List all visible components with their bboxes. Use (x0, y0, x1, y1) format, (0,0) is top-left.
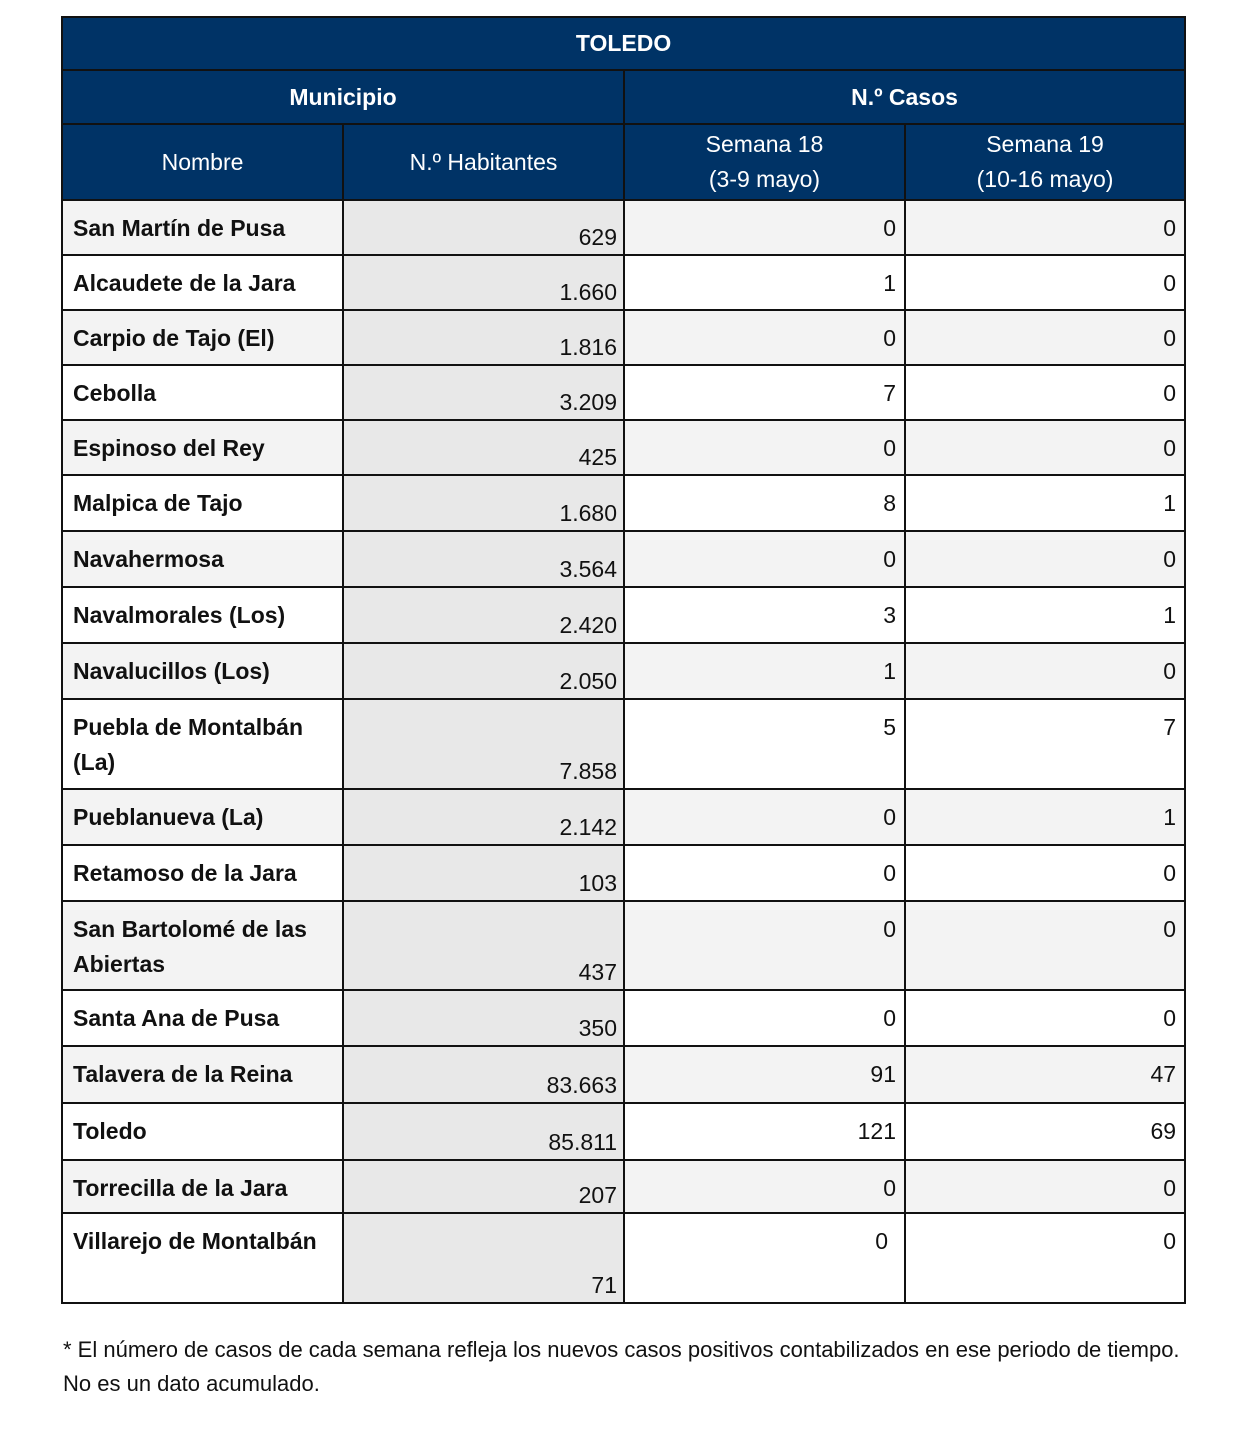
semana-19-cases: 0 (905, 255, 1185, 310)
habitantes-cell: 425 (343, 420, 624, 475)
municipio-name: Talavera de la Reina (62, 1046, 343, 1103)
habitantes-cell: 71 (343, 1213, 624, 1303)
table-row (62, 1046, 1185, 1103)
habitantes-cell: 350 (343, 990, 624, 1046)
municipio-name: Espinoso del Rey (62, 420, 343, 475)
municipio-name: Cebolla (62, 365, 343, 420)
table-row (62, 699, 1185, 789)
table-row (62, 255, 1185, 310)
semana-19-cases: 0 (905, 1213, 1185, 1303)
semana-18-cases: 3 (624, 587, 905, 643)
semana-18-cases: 0 (624, 845, 905, 901)
footnote: * El número de casos de cada semana refleja los nuevos casos positivos contabilizados en ese periodo de tiempo. No es un dato acumulado. (63, 1337, 1180, 1396)
semana-18-cases: 0 (624, 200, 905, 255)
semana-19-cases: 1 (905, 789, 1185, 845)
group-header-municipio: Municipio (62, 70, 624, 124)
semana-19-cases: 47 (905, 1046, 1185, 1103)
habitantes-cell: 85.811 (343, 1103, 624, 1160)
semana-19-cases: 0 (905, 1160, 1185, 1213)
semana-18-cases: 0 (624, 531, 905, 587)
semana-19-cases: 0 (905, 420, 1185, 475)
column-header-habitantes: N.º Habitantes (343, 124, 624, 200)
semana-18-cases: 1 (624, 255, 905, 310)
table-row (62, 990, 1185, 1046)
habitantes-cell: 2.050 (343, 643, 624, 699)
semana-18-cases-value: 0 (867, 1228, 896, 1254)
habitantes-cell: 103 (343, 845, 624, 901)
table-row (62, 420, 1185, 475)
table-row (62, 475, 1185, 531)
municipio-name: Pueblanueva (La) (62, 789, 343, 845)
semana-19-cases: 0 (905, 310, 1185, 365)
table-body (62, 200, 1185, 1303)
semana-19-cases: 0 (905, 901, 1185, 990)
municipio-name: Santa Ana de Pusa (62, 990, 343, 1046)
table-row (62, 1160, 1185, 1213)
semana-19-cases: 0 (905, 643, 1185, 699)
semana-18-cases: 0 (624, 990, 905, 1046)
semana-18-cases: 0 (624, 420, 905, 475)
habitantes-cell: 437 (343, 901, 624, 990)
municipio-name: Carpio de Tajo (El) (62, 310, 343, 365)
semana-18-cases: 7 (624, 365, 905, 420)
semana-19-cases: 1 (905, 587, 1185, 643)
table-row (62, 1103, 1185, 1160)
column-header-semana-18 (624, 124, 905, 200)
habitantes-cell: 1.660 (343, 255, 624, 310)
habitantes-cell: 3.564 (343, 531, 624, 587)
habitantes-cell: 207 (343, 1160, 624, 1213)
municipio-name: Navalmorales (Los) (62, 587, 343, 643)
semana-18-cases: 0 (624, 901, 905, 990)
semana-19-cases: 7 (905, 699, 1185, 789)
habitantes-cell: 1.680 (343, 475, 624, 531)
semana-18-cases: 0 (624, 310, 905, 365)
semana-19-cases: 1 (905, 475, 1185, 531)
table-row (62, 365, 1185, 420)
municipio-name: San Martín de Pusa (62, 200, 343, 255)
table-row (62, 587, 1185, 643)
table-row (62, 643, 1185, 699)
habitantes-cell: 3.209 (343, 365, 624, 420)
municipio-name: Villarejo de Montalbán (62, 1213, 343, 1303)
table-row (62, 310, 1185, 365)
table-row (62, 845, 1185, 901)
table-row (62, 1213, 1185, 1303)
column-header-semana-18-dates: (3-9 mayo) (708, 166, 821, 192)
semana-18-cases: 5 (624, 699, 905, 789)
habitantes-cell: 2.420 (343, 587, 624, 643)
table-row (62, 901, 1185, 990)
column-header-semana-19 (905, 124, 1185, 200)
habitantes-cell: 7.858 (343, 699, 624, 789)
column-header-nombre: Nombre (62, 124, 343, 200)
municipio-name: Malpica de Tajo (62, 475, 343, 531)
municipio-name: San Bartolomé de las Abiertas (62, 901, 343, 990)
municipio-name: Navahermosa (62, 531, 343, 587)
semana-18-cases: 121 (624, 1103, 905, 1160)
municipio-name: Toledo (62, 1103, 343, 1160)
semana-19-cases: 0 (905, 365, 1185, 420)
column-header-semana-19-label: Semana 19 (986, 131, 1104, 157)
municipio-name: Alcaudete de la Jara (62, 255, 343, 310)
semana-19-cases: 0 (905, 845, 1185, 901)
cases-table (61, 16, 1186, 1304)
semana-19-cases: 69 (905, 1103, 1185, 1160)
habitantes-cell: 2.142 (343, 789, 624, 845)
semana-18-cases: 91 (624, 1046, 905, 1103)
municipio-name: Puebla de Montalbán (La) (62, 699, 343, 789)
habitantes-cell: 629 (343, 200, 624, 255)
semana-19-cases: 0 (905, 990, 1185, 1046)
column-header-semana-19-dates: (10-16 mayo) (976, 166, 1114, 192)
table-title: TOLEDO (62, 17, 1185, 70)
municipio-name: Torrecilla de la Jara (62, 1160, 343, 1213)
semana-18-cases: 0 (624, 789, 905, 845)
semana-19-cases: 0 (905, 200, 1185, 255)
habitantes-cell: 83.663 (343, 1046, 624, 1103)
group-header-casos: N.º Casos (624, 70, 1185, 124)
table-row (62, 789, 1185, 845)
column-header-semana-18-label: Semana 18 (705, 131, 824, 157)
municipio-name: Navalucillos (Los) (62, 643, 343, 699)
semana-18-cases: 8 (624, 475, 905, 531)
semana-18-cases (624, 1213, 905, 1303)
semana-18-cases: 1 (624, 643, 905, 699)
table-row (62, 200, 1185, 255)
table-row (62, 531, 1185, 587)
municipio-name: Retamoso de la Jara (62, 845, 343, 901)
habitantes-cell: 1.816 (343, 310, 624, 365)
semana-19-cases: 0 (905, 531, 1185, 587)
semana-18-cases: 0 (624, 1160, 905, 1213)
